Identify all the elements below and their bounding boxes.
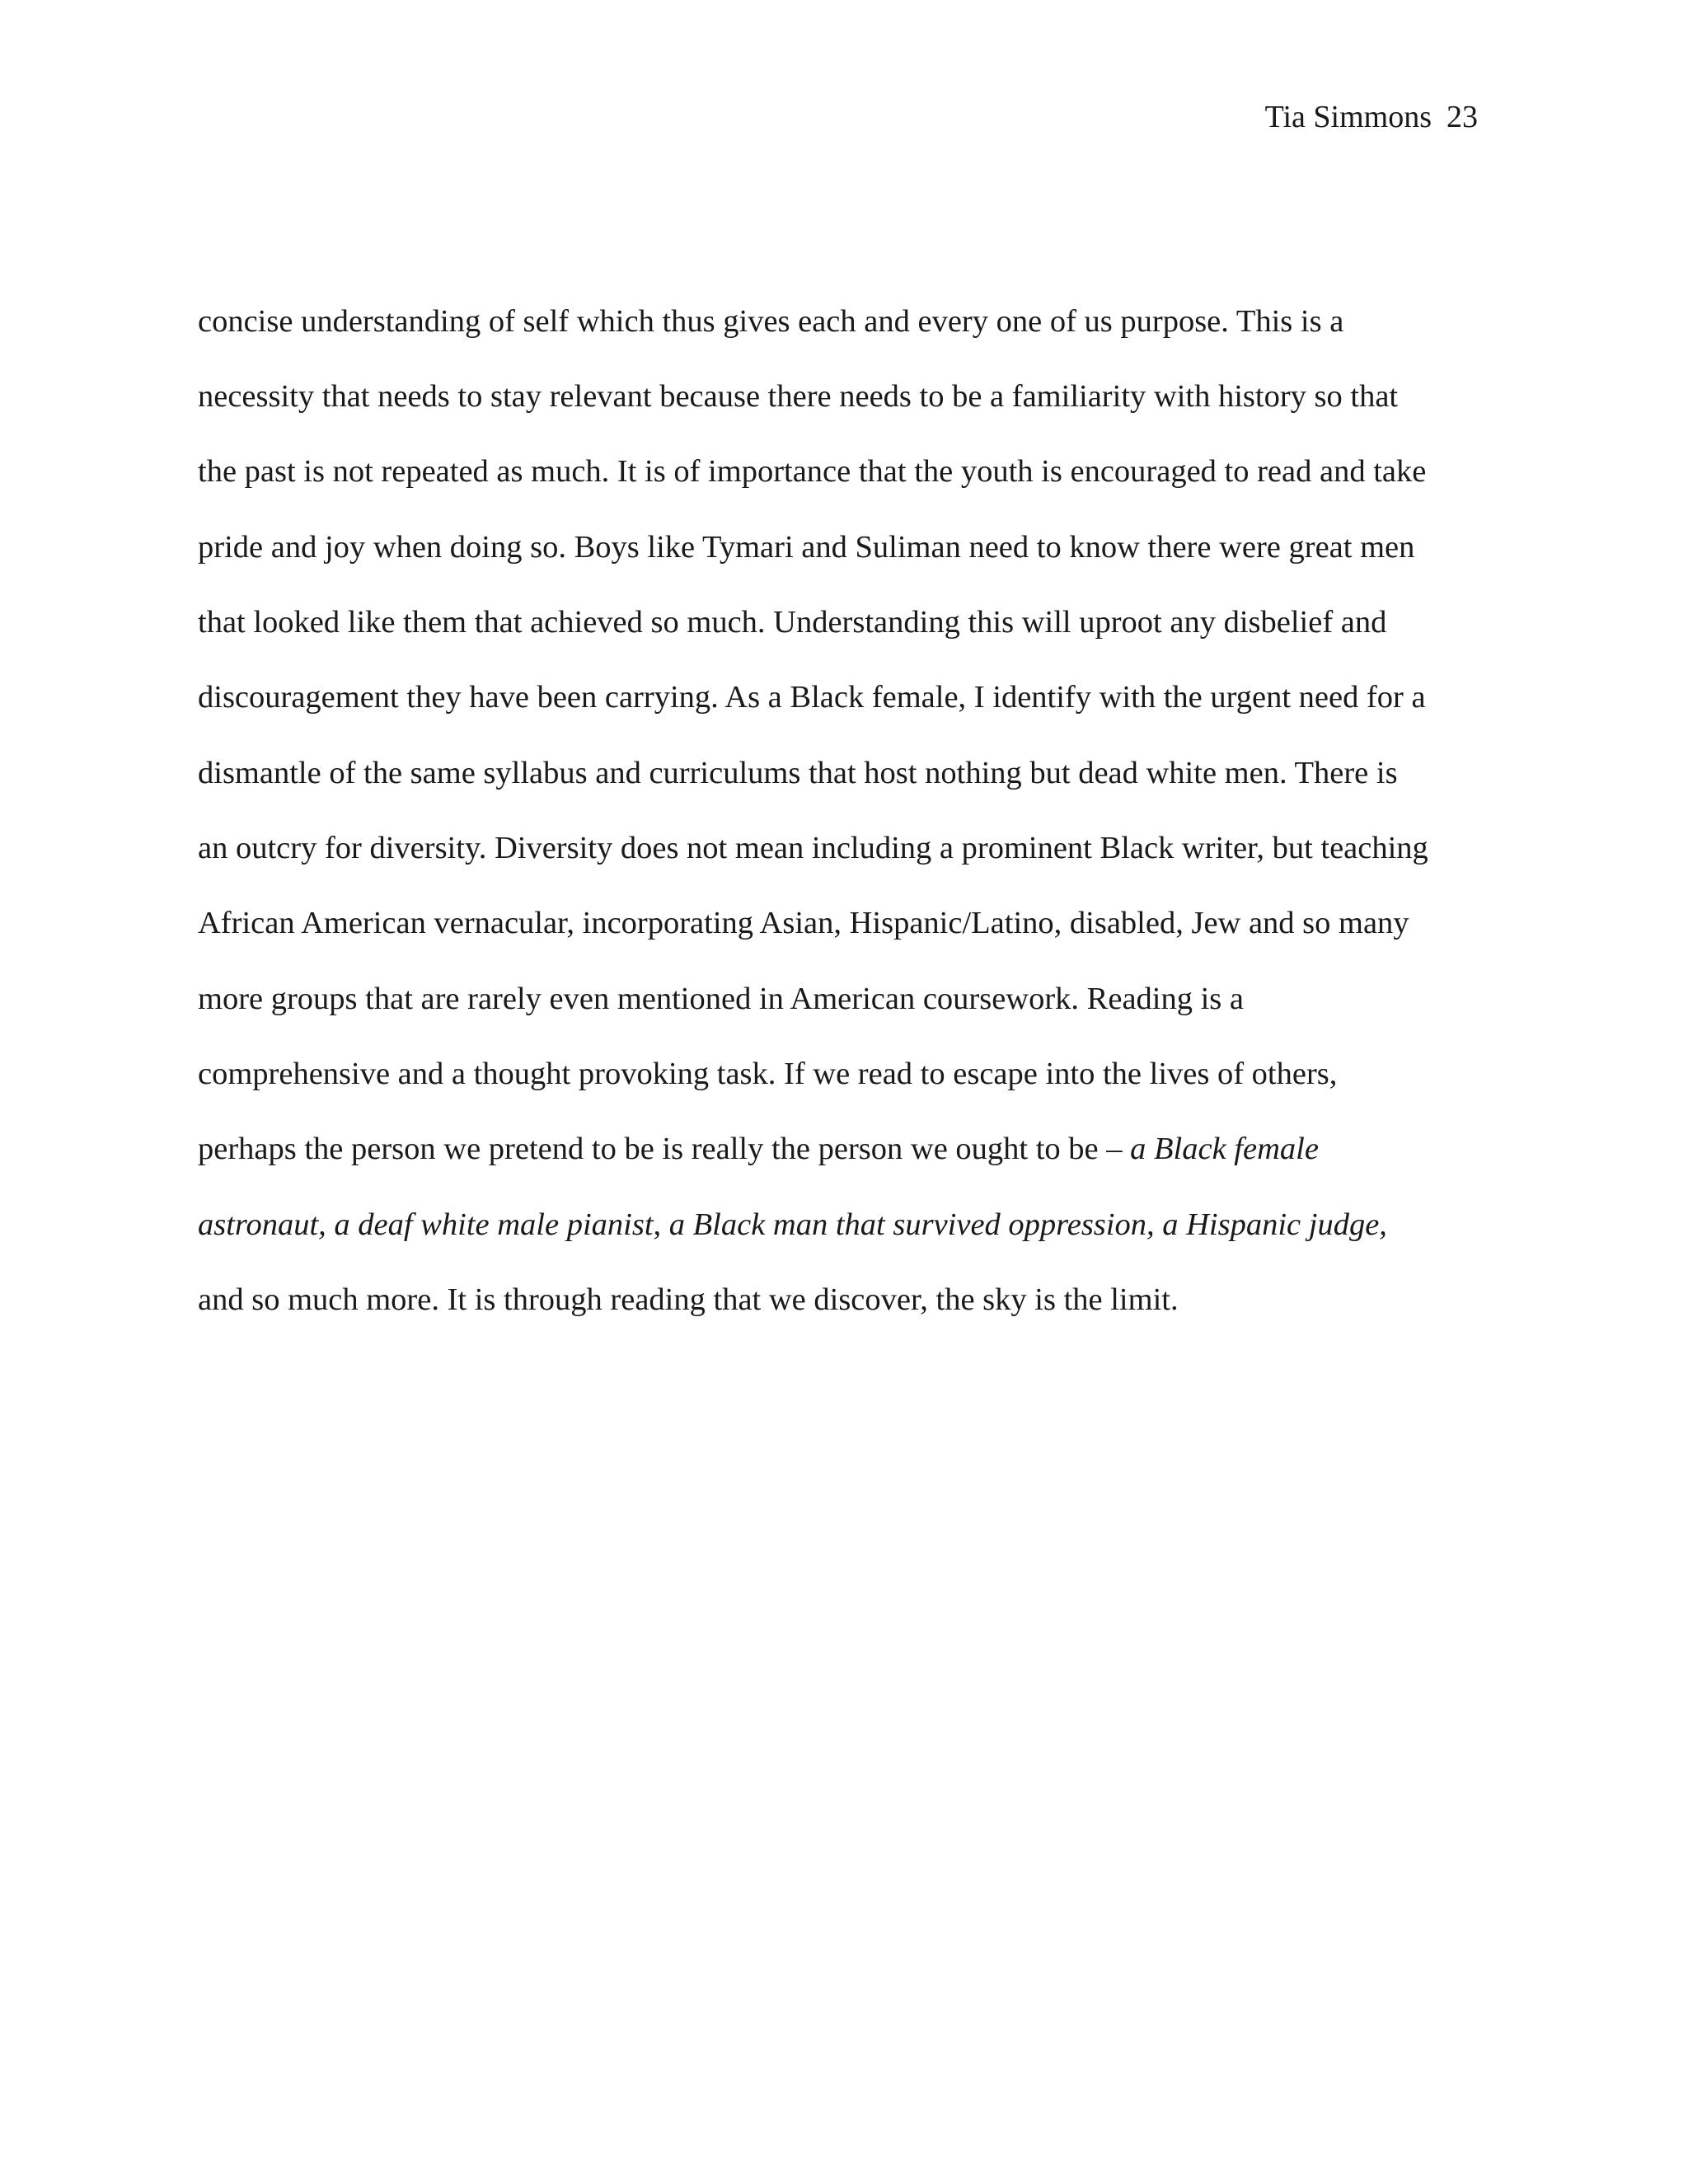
running-header	[1265, 97, 1478, 137]
body-line: concise understanding of self which thus gives each and every one of us purpose. This is a	[198, 304, 1344, 339]
body-line: discouragement they have been carrying. As a Black female, I identify with the urgent need for a	[198, 680, 1426, 715]
body-line	[198, 1205, 1387, 1244]
body-line: necessity that needs to stay relevant because there needs to be a familiarity with history so that	[198, 379, 1399, 414]
body-line	[198, 1129, 1319, 1169]
body-line: dismantle of the same syllabus and curriculums that host nothing but dead white men. There is	[198, 756, 1398, 790]
body-line-text: perhaps the person we pretend to be is really the person we ought to be –	[198, 1132, 1131, 1166]
body-line: an outcry for diversity. Diversity does not mean including a prominent Black writer, but teaching	[198, 831, 1428, 865]
body-line-italic-text: astronaut, a deaf white male pianist, a Black man that survived oppression, a Hispanic judge,	[198, 1207, 1387, 1242]
header-author: Tia Simmons	[1264, 100, 1432, 134]
body-line: and so much more. It is through reading that we discover, the sky is the limit.	[198, 1282, 1179, 1317]
body-line: that looked like them that achieved so much. Understanding this will uproot any disbelief and	[198, 605, 1387, 640]
header-page-number: 23	[1447, 100, 1478, 134]
body-line: the past is not repeated as much. It is of importance that the youth is encouraged to read and take	[198, 454, 1427, 489]
body-line: pride and joy when doing so. Boys like Tymari and Suliman need to know there were great men	[198, 530, 1415, 565]
body-line: comprehensive and a thought provoking task. If we read to escape into the lives of others,	[198, 1057, 1338, 1091]
body-line: African American vernacular, incorporating Asian, Hispanic/Latino, disabled, Jew and so many	[198, 906, 1409, 940]
body-line-italic-text: a Black female	[1130, 1132, 1319, 1166]
body-line: more groups that are rarely even mentioned in American coursework. Reading is a	[198, 982, 1244, 1016]
